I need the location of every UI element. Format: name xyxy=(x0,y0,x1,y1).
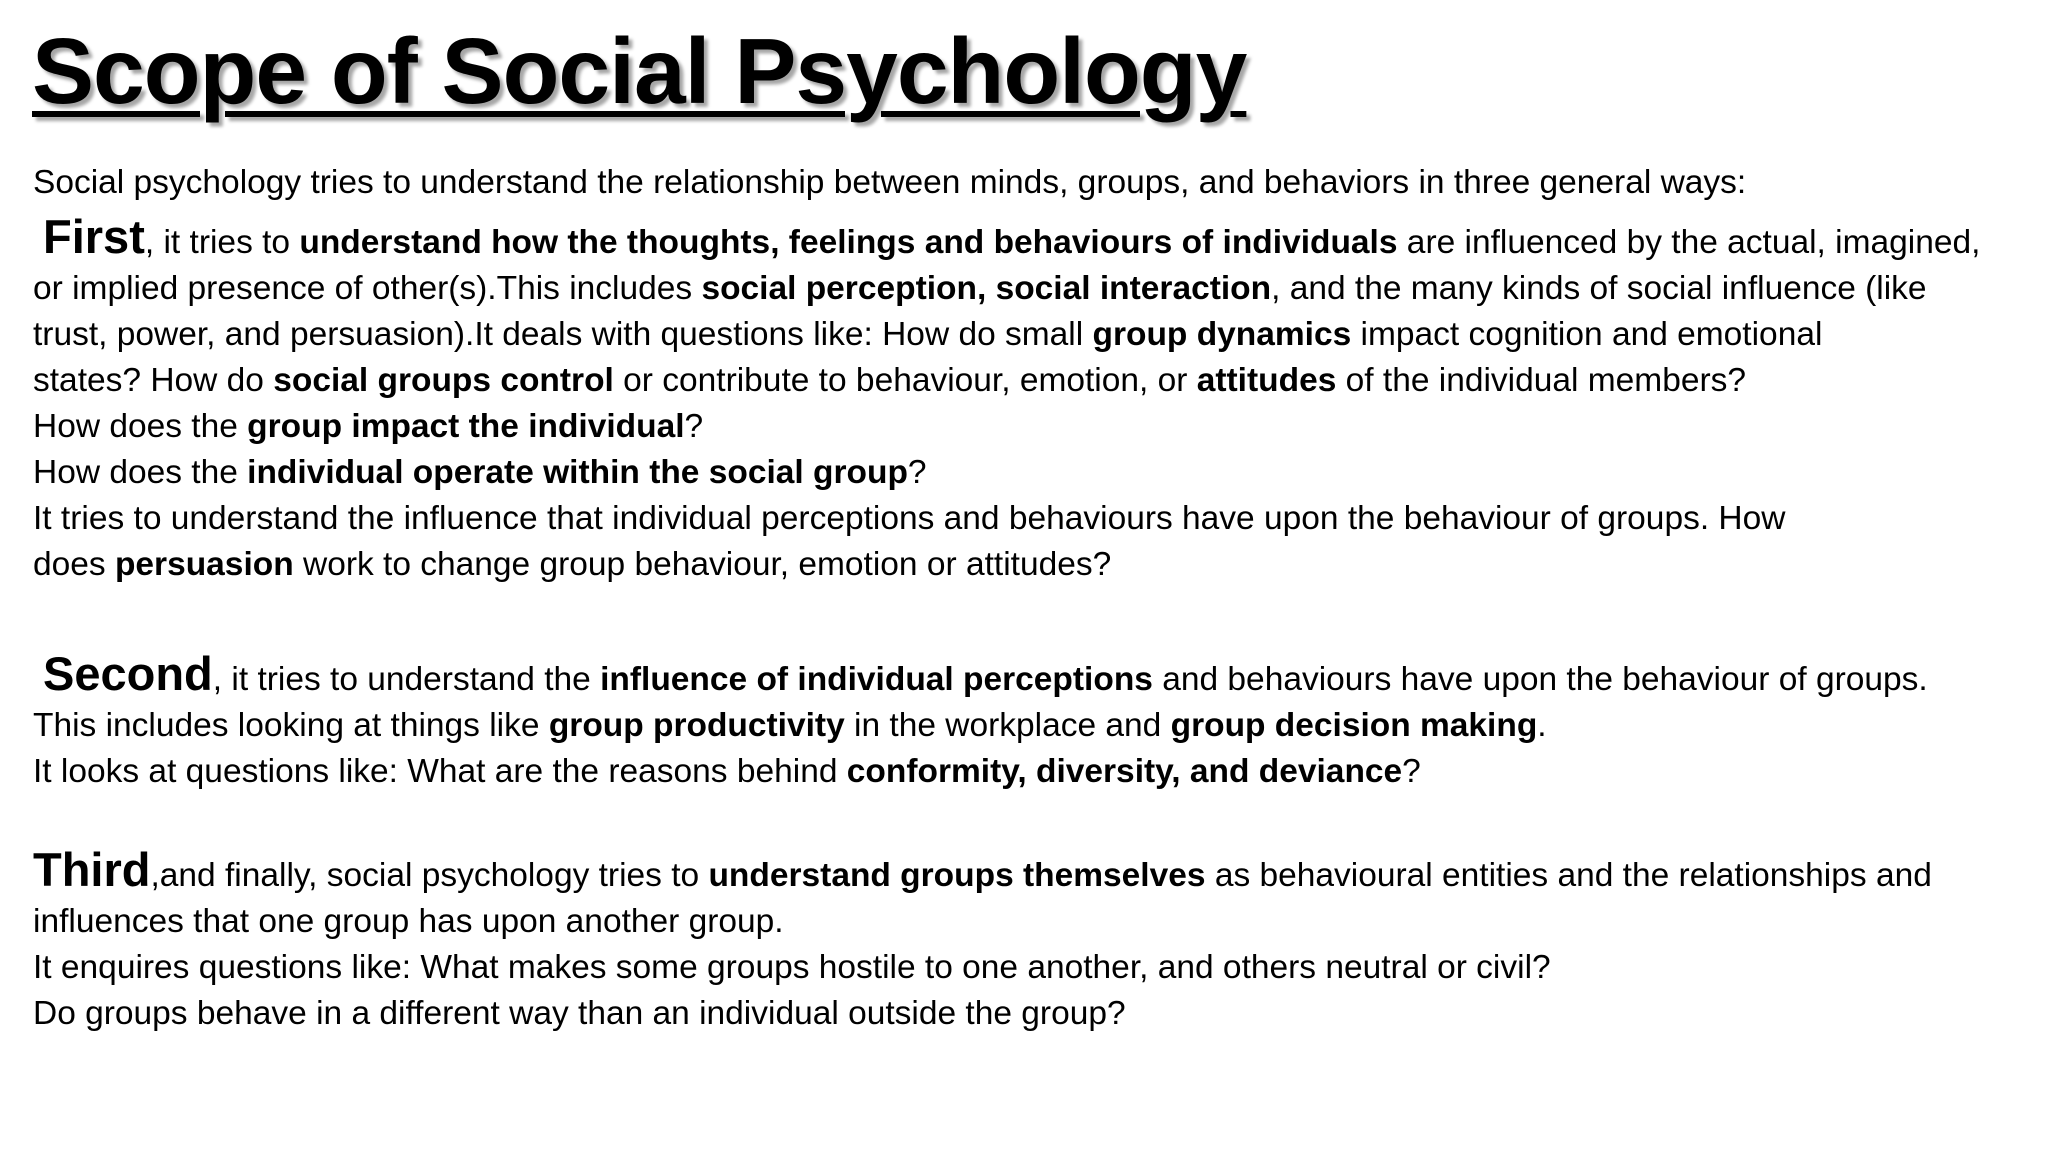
second-line-2: This includes looking at things like group productivity in the workplace and group decision making. xyxy=(33,707,1547,744)
first-emphasis-2: social perception, social interaction xyxy=(701,270,1272,307)
second-emphasis-2: group productivity xyxy=(548,707,845,744)
intro-line: Social psychology tries to understand the relationship between minds, groups, and behaviors in three general ways: xyxy=(33,164,1747,201)
first-line-3: trust, power, and persuasion).It deals with questions like: How do small group dynamics impact cognition and emotional xyxy=(33,316,1823,353)
third-line-4: Do groups behave in a different way than an individual outside the group? xyxy=(33,995,1126,1032)
third-line-1: Third,and finally, social psychology tries to understand groups themselves as behavioural entities and the relationships and xyxy=(33,843,1932,896)
first-emphasis-1: understand how the thoughts, feelings and behaviours of individuals xyxy=(299,224,1398,261)
second-line-1: Second, it tries to understand the influence of individual perceptions and behaviours have upon the behaviour of groups. xyxy=(43,647,1928,700)
first-emphasis-4: social groups control xyxy=(273,362,614,399)
second-emphasis-3: group decision making xyxy=(1170,707,1538,744)
first-line-4: states? How do social groups control or contribute to behaviour, emotion, or attitudes of the individual members? xyxy=(33,362,1746,399)
slide-body xyxy=(33,160,2023,1037)
first-heading: First xyxy=(43,210,145,263)
first-line-1: First, it tries to understand how the thoughts, feelings and behaviours of individuals are influenced by the actual, imagined, xyxy=(43,210,1981,263)
third-emphasis-1: understand groups themselves xyxy=(708,857,1206,894)
first-line-2: or implied presence of other(s).This includes social perception, social interaction, and the many kinds of social influence (like xyxy=(33,270,1927,307)
slide-title: Scope of Social Psychology xyxy=(32,19,1247,123)
third-line-3: It enquires questions like: What makes some groups hostile to one another, and others neutral or civil? xyxy=(33,949,1551,986)
first-emphasis-5: attitudes xyxy=(1196,362,1337,399)
first-emphasis-7: individual operate within the social group xyxy=(247,454,908,491)
paragraph-gap xyxy=(33,588,2023,643)
paragraph-gap xyxy=(33,795,2023,839)
first-line-5: How does the group impact the individual? xyxy=(33,408,704,445)
second-line-3: It looks at questions like: What are the reasons behind conformity, diversity, and deviance? xyxy=(33,753,1421,790)
second-heading: Second xyxy=(43,647,213,700)
second-emphasis-1: influence of individual perceptions xyxy=(600,661,1153,698)
first-emphasis-3: group dynamics xyxy=(1092,316,1352,353)
second-emphasis-4: conformity, diversity, and deviance xyxy=(846,753,1403,790)
third-line-2: influences that one group has upon another group. xyxy=(33,903,784,940)
third-heading: Third xyxy=(33,843,151,896)
first-emphasis-8: persuasion xyxy=(114,546,294,583)
first-emphasis-6: group impact the individual xyxy=(247,408,685,445)
first-line-8: does persuasion work to change group behaviour, emotion or attitudes? xyxy=(33,546,1112,583)
first-line-7: It tries to understand the influence that individual perceptions and behaviours have upon the behaviour of groups. How xyxy=(33,500,1786,537)
first-line-6: How does the individual operate within the social group? xyxy=(33,454,927,491)
